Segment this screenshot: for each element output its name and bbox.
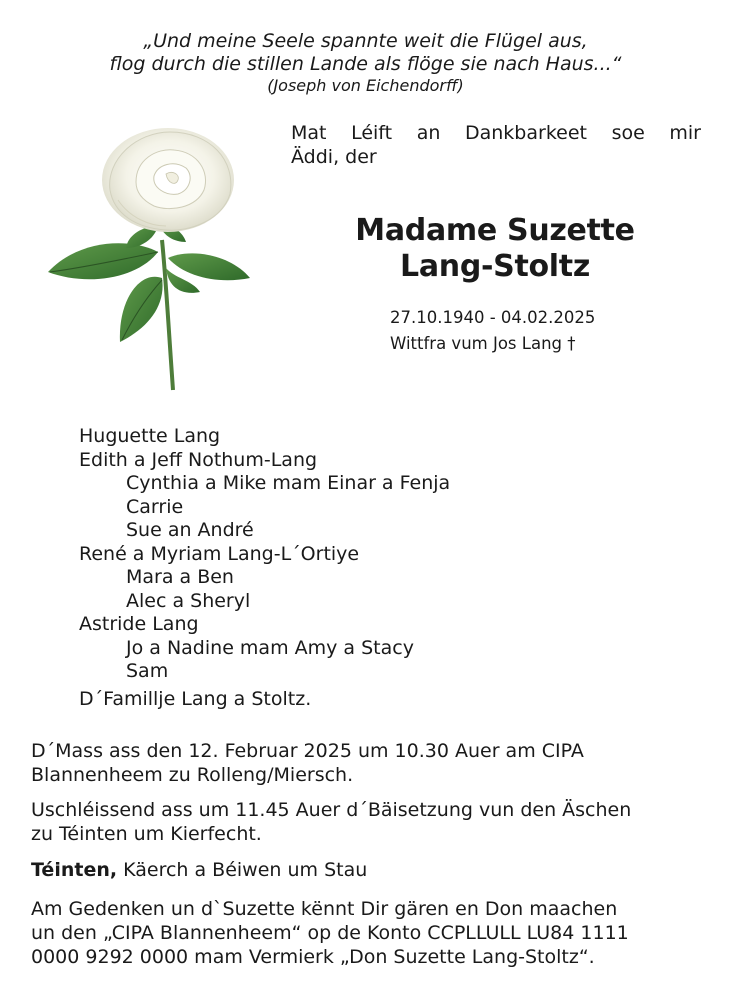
mass-notice [31, 739, 711, 787]
deceased-name [330, 213, 660, 285]
white-rose-icon [40, 120, 260, 395]
place-notice [31, 858, 711, 882]
intro-line-1: Mat Léift an Dankbarkeet soe mir [291, 122, 701, 144]
donation-line-1: Am Gedenken un d`Suzette kënnt Dir gären en Don maachen [31, 898, 618, 920]
donation-notice [31, 897, 711, 969]
quote-author: (Joseph von Eichendorff) [267, 76, 464, 95]
family-member: Alec a Sheryl [126, 589, 251, 612]
spouse-note: Wittfra vum Jos Lang † [390, 334, 576, 353]
family-member: Edith a Jeff Nothum-Lang [79, 448, 318, 471]
burial-notice [31, 798, 711, 846]
donation-line-3: 0000 9292 0000 mam Vermierk „Don Suzette Lang-Stoltz“. [31, 946, 595, 968]
place-name: Téinten, [31, 859, 118, 881]
burial-line-2: zu Téinten um Kierfecht. [31, 823, 262, 845]
mass-line-2: Blannenheem zu Rolleng/Miersch. [31, 764, 354, 786]
family-member: René a Myriam Lang-L´Ortiye [79, 542, 360, 565]
family-member: Huguette Lang [79, 425, 221, 447]
family-member: Jo a Nadine mam Amy a Stacy [126, 636, 414, 659]
family-closing: D´Famillje Lang a Stoltz. [79, 687, 312, 710]
family-member: Astride Lang [79, 613, 199, 635]
donation-line-2: un den „CIPA Blannenheem“ op de Konto CCPLLULL LU84 1111 [31, 922, 629, 944]
family-member: Carrie [126, 495, 184, 518]
family-member: Sam [126, 660, 169, 682]
name-line-2: Lang-Stoltz [400, 249, 590, 284]
family-member: Mara a Ben [126, 566, 234, 588]
intro-text [291, 121, 701, 169]
intro-line-2: Äddi, der [291, 146, 377, 168]
place-detail: Käerch a Béiwen um Stau [117, 859, 368, 881]
family-list [79, 425, 450, 711]
life-dates [390, 305, 595, 357]
mass-line-1: D´Mass ass den 12. Februar 2025 um 10.30 Auer am CIPA [31, 740, 584, 762]
name-line-1: Madame Suzette [355, 213, 635, 248]
quote-line-2: flog durch die stillen Lande als flöge sie nach Haus...“ [109, 53, 622, 75]
quote-line-1: „Und meine Seele spannte weit die Flügel aus, [143, 30, 588, 52]
epigraph-quote [60, 30, 671, 96]
burial-line-1: Uschléissend ass um 11.45 Auer d´Bäisetzung vun den Äschen [31, 799, 632, 821]
family-member: Sue an André [126, 519, 254, 541]
family-member: Cynthia a Mike mam Einar a Fenja [126, 472, 451, 494]
birth-death-dates: 27.10.1940 - 04.02.2025 [390, 308, 596, 327]
